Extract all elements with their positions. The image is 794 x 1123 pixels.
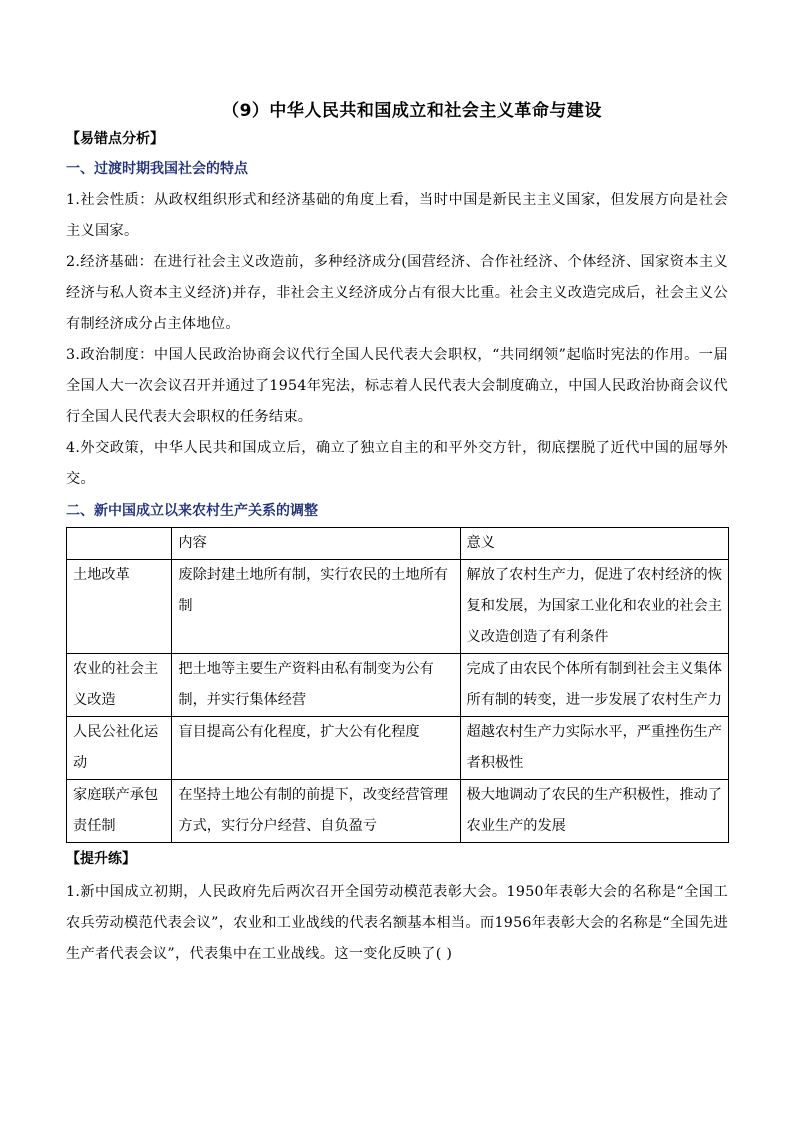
table-cell: 废除封建土地所有制，实行农民的土地所有制 [172,560,460,654]
paragraph-foreign-policy: 4.外交政策，中华人民共和国成立后，确立了独立自主的和平外交方针，彻底摆脱了近代中国的屈辱外交。 [66,440,728,487]
paragraph-economic-base: 2.经济基础：在进行社会主义改造前，多种经济成分(国营经济、合作社经济、个体经济、国家资本主义经济与私人资本主义经济)并存，非社会主义经济成分占有很大比重。社会主义改造完成后，社会主义公有制经济成分占主体地位。 [66,254,728,332]
table-cell: 家庭联产承包责任制 [67,780,172,843]
table-header-cell: 内容 [172,528,460,560]
table-cell: 超越农村生产力实际水平，严重挫伤生产者积极性 [460,717,729,780]
table-row [67,780,729,843]
analysis-tag: 【易错点分析】 [66,131,164,147]
paragraph-political-system: 3.政治制度：中国人民政治协商会议代行全国人民代表大会职权，“共同纲领”起临时宪法的作用。一届全国人大一次会议召开并通过了1954年宪法，标志着人民代表大会制度确立，中国人民政治协商会议代行全国人民代表大会职权的任务结束。 [66,347,728,425]
table-cell: 盲目提高公有化程度，扩大公有化程度 [172,717,460,780]
table-cell: 完成了由农民个体所有制到社会主义集体所有制的转变，进一步发展了农村生产力 [460,654,729,717]
table-header-row [67,528,729,560]
document-title: （9）中华人民共和国成立和社会主义革命与建设 [222,101,602,121]
table-cell: 极大地调动了农民的生产积极性，推动了农业生产的发展 [460,780,729,843]
table-cell: 在坚持土地公有制的前提下，改变经营管理方式，实行分户经营、自负盈亏 [172,780,460,843]
rural-relations-table [66,527,729,843]
table-cell: 土地改革 [67,560,172,654]
section-2-heading: 二、新中国成立以来农村生产关系的调整 [66,503,318,519]
paragraph-society-nature: 1.社会性质：从政权组织形式和经济基础的角度上看，当时中国是新民主主义国家，但发展方向是社会主义国家。 [66,192,728,239]
document-page [66,96,728,970]
question-1: 1.新中国成立初期，人民政府先后两次召开全国劳动模范表彰大会。1950年表彰大会的名称是“全国工农兵劳动模范代表会议”，农业和工业战线的代表名额基本相当。而1956年表彰大会的名称是“全国先进生产者代表会议”，代表集中在工业战线。这一变化反映了( ) [66,884,728,962]
table-cell: 把土地等主要生产资料由私有制变为公有制，并实行集体经营 [172,654,460,717]
practice-tag: 【提升练】 [66,851,136,867]
table-header-cell: 意义 [460,528,729,560]
table-header-cell [67,528,172,560]
table-row [67,560,729,654]
table-row [67,717,729,780]
table-row [67,654,729,717]
section-1-heading: 一、过渡时期我国社会的特点 [66,161,248,177]
table-cell: 解放了农村生产力，促进了农村经济的恢复和发展，为国家工业化和农业的社会主义改造创造了有利条件 [460,560,729,654]
table-cell: 农业的社会主义改造 [67,654,172,717]
table-cell: 人民公社化运动 [67,717,172,780]
